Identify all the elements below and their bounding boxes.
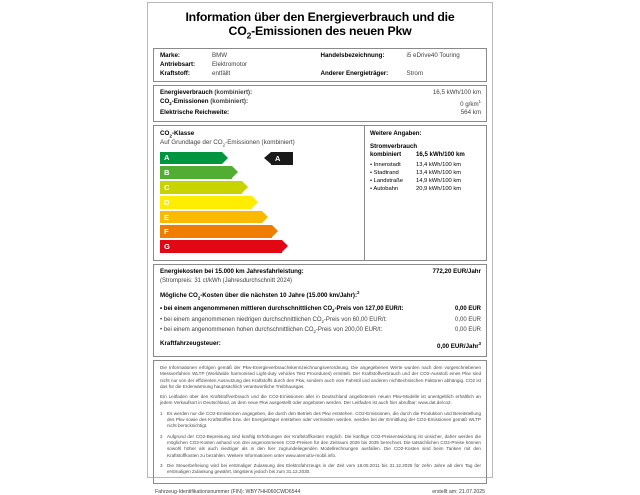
stromverbrauch-list [370,161,482,194]
fineprint-note-text: Die Steuerbefreiung wird bei erstmaliger Zulassung des Elektrofahrzeugs in der Zeit vom 18.05.2011 bis 31.12.2025 für zehn Jahre ab dem Tag der erstmaligen Zulassung gewährt, längstens jedoch bis zum 31.12.2030. [167,462,481,475]
efficiency-bar-e [160,211,359,224]
fineprint-note-number: 3 [160,462,163,468]
energiekosten-row [160,268,481,277]
efficiency-bar-label: C [164,182,170,192]
efficiency-bar-f [160,225,359,238]
kfz-steuer-label: Kraftfahrzeugsteuer: [160,340,221,348]
fineprint-paragraph-2: Ein Leitfaden über den Kraftstoffverbrauch und die CO2-Emissionen aller in Deutschland angebotenen neuen Pkw-Modelle ist unentgeltlich erhältlich an jedem Verkaufsort in Deutschland, an dem neue Pkw ausgestellt oder angeboten werden. Der Leitfaden ist auch hier abrufbar: www.dat.de/co2. [160,394,481,406]
stromverbrauch-item [370,161,482,169]
energieverbrauch-row: Energieverbrauch (kombiniert): 16,5 kWh/100 km [160,89,481,97]
reichweite-label: Elektrische Reichweite: [160,109,230,117]
marke-label: Marke: [160,52,180,60]
co2-class-panel [154,126,365,260]
energieverbrauch-value: 16,5 kWh/100 km [432,89,481,97]
stromverbrauch-item-value: 13,4 kWh/100 km [416,161,462,168]
vin-value: WBY7HH060CWD6544 [245,489,301,495]
antriebsart-value: Elektromotor [212,61,248,69]
energiekosten-label: Energiekosten bei 15.000 km Jahresfahrleistung: [160,268,304,276]
co2-class-heading: $CO_2$-Klasse [160,130,195,139]
co2-price-scenario-text: • bei einem angenommenen mittleren durchschnittlichen $CO_2$-Preis von 127,00 EUR/t: [160,305,455,316]
fineprint-note [160,411,481,430]
co2-price-scenario-text: • bei einem angenommenen hohen durchschnittlichen $CO_2$-Preis von 200,00 EUR/t: [160,326,455,337]
vehicle-info-right [321,52,482,78]
stromverbrauch-item-value: 13,4 kWh/100 km [416,169,462,176]
efficiency-bar-label: D [164,197,170,207]
fine-print-box [153,360,487,484]
document-footer [153,487,487,495]
antriebsart-label: Antriebsart: [160,61,196,69]
kfz-steuer-value: 0,00 EUR/Jahr$^3$ [437,341,481,351]
co2-class-marker-label: A [271,152,293,165]
vehicle-info-left [160,52,321,78]
further-info-heading: Weitere Angaben: [370,130,422,138]
efficiency-bar-g [160,240,359,253]
stromverbrauch-item-name: • Stadtrand [370,169,416,177]
energiekosten-value: 772,20 EUR/Jahr [432,268,481,276]
co2-emissionen-row: $CO_2$-Emissionen (kombiniert): 0 $g/km^1$ [160,97,481,108]
fineprint-note [160,463,481,476]
co2-price-scenarios [160,305,481,337]
cost-box [153,264,487,357]
reichweite-row [160,109,481,118]
stromverbrauch-item [370,177,482,185]
kraftstoff-value: entfällt [212,69,231,77]
fineprint-note-text: Aufgrund der CO2-Bepreisung sind künftig Erhöhungen der Kraftstoffkosten möglich. Die künftige CO2-Preisentwicklung ist unsicher, daher werden die möglichen CO2-Kosten anhand von drei angenommenen CO2-Preisen für den Zeitraum 2026 bis 2035 berechnet. Die tatsächlichen CO2-Preise können sowohl höher als auch niedriger als in den hier zugrundeliegenden Modellrechnungen ausfallen. Die CO2-Kosten sind beim Tanken mit den Kraftstoffkosten zu bezahlen. Weitere Informationen unter www.atemotiv-mobil.info. [167,433,481,458]
stromverbrauch-item-name: • Landstraße [370,177,416,185]
efficiency-bar-a [160,152,359,165]
co2-price-scenario-value: 0,00 EUR [454,327,481,334]
efficiency-bar-label: B [164,168,170,178]
efficiency-bar-d [160,196,359,209]
fineprint-notes [160,411,481,476]
consumption-summary-box [153,85,487,122]
kfz-steuer-row [160,340,481,352]
co2-price-scenario [160,305,481,316]
co2-price-scenario-value: 0,00 EUR [454,316,481,323]
efficiency-bar-label: A [164,153,170,163]
moegliche-co2-kosten-label: Mögliche $CO_2$-Kosten über die nächsten 10 Jahre (15.000 km/Jahr):$^2$ [160,289,360,300]
handelsbezeichnung-label: Handelsbezeichnung: [320,52,385,60]
fineprint-note-number: 2 [160,433,163,439]
efficiency-class-scale [160,152,359,253]
efficiency-bar-label: E [164,212,170,222]
stromverbrauch-item-value: 20,9 kWh/100 km [416,186,462,193]
stromverbrauch-item-name: • Innenstadt [370,161,416,169]
stromverbrauch-kombiniert: kombiniert 16,5 kWh/100 km [370,151,465,159]
handelsbezeichnung-value: i5 eDrive40 Touring [406,52,460,60]
further-info-panel [365,126,486,260]
anderer-energietraeger-value: Strom [406,69,424,77]
vehicle-info-box [153,48,487,82]
energy-label-document [147,2,493,495]
co2-price-scenario [160,316,481,327]
co2-price-scenario-text: • bei einem angenommenen niedrigen durchschnittlichen $CO_2$-Preis von 60,00 EUR/t: [160,316,455,327]
efficiency-bar-c [160,181,359,194]
fineprint-paragraph-1: Die Informationen erfolgen gemäß der Pkw-Energieverbrauchskennzeichnungsverordnung. Die angegebenen Werte wurden nach dem vorgeschriebenen Messverfahren WLTP (Worldwide harmonised Light-duty vehicles Test Procedures) ermittelt. Der Kraftstoffverbrauch und der CO2-Ausstoß eines Pkw sind nicht nur von der effizienten Ausnutzung des Kraftstoffs durch den Pkw, sondern auch vom Fahrstil und anderen nichttechnischen Faktoren abhängig. CO2 ist das für die Erderwärmung hauptsächlich verantwortliche Treibhausgas. [160,364,481,389]
fineprint-note-text: Es werden nur die CO2-Emissionen angegeben, die durch den Betrieb des Pkw entstehen. CO2-Emissionen, die durch die Produktion und Bereitstellung des Pkw sowie des Kraftstoffes bzw. der Energieträger entstehen oder vermieden werden, werden bei der Ermittlung der CO2-Emissionen gemäß WLTP nicht berücksichtigt. [167,410,481,429]
title-line-2: $CO_2$-Emissionen des neuen Pkw [228,23,412,40]
efficiency-bar-label: G [164,242,170,252]
title-line-1: Information über den Energieverbrauch und die [185,10,455,24]
efficiency-bar-b [160,166,359,179]
stromverbrauch-item-name: • Autobahn [370,185,416,193]
co2-price-scenario [160,326,481,337]
co2-emissionen-value: 0 $g/km^1$ [460,98,481,108]
stromverbrauch-item [370,169,482,177]
anderer-energietraeger-label: Anderer Energieträger: [320,69,389,77]
kraftstoff-label: Kraftstoff: [160,69,190,77]
page-title [159,11,481,42]
energieverbrauch-label: Energieverbrauch [160,89,213,97]
fineprint-note-number: 1 [160,410,163,416]
created-date: erstellt am: 21.07.2025 [432,489,485,495]
strompreis-note: (Strompreis: 31 ct/kWh (Jahresdurchschnitt 2024) [160,277,293,284]
efficiency-bar-label: F [164,227,169,237]
stromverbrauch-item [370,185,482,193]
stromverbrauch-heading: Stromverbrauch [370,143,418,151]
marke-value: BMW [212,52,228,60]
reichweite-value: 564 km [460,109,481,117]
co2-class-box [153,125,487,261]
co2-price-scenario-value: 0,00 EUR [454,305,481,312]
fineprint-note [160,434,481,459]
vin-field: Fahrzeug-Identifikationsnummer (FIN): WBY7HH060CWD6544 [155,489,301,495]
stromverbrauch-item-value: 14,9 kWh/100 km [416,178,462,185]
co2-class-subheading: Auf Grundlage der $CO_2$-Emissionen (kombiniert) [160,139,295,148]
